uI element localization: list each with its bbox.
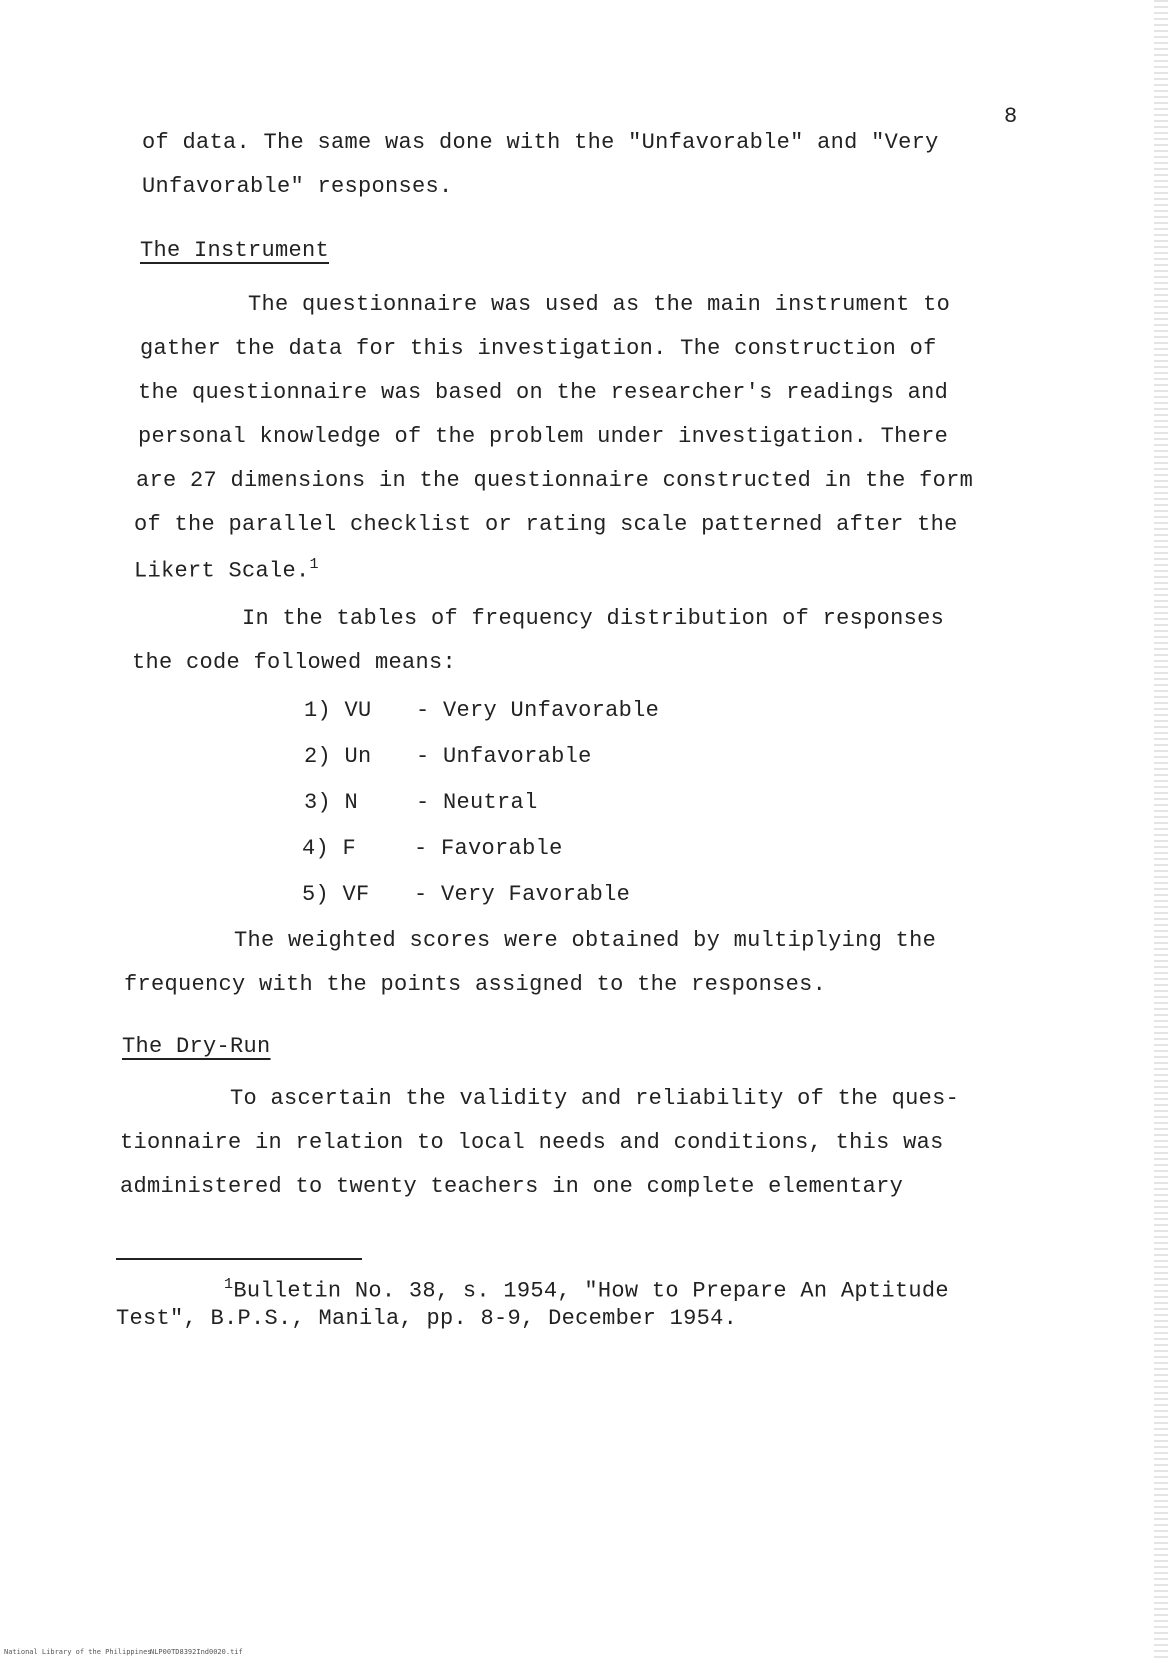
code-meaning: - Very Unfavorable <box>416 698 660 723</box>
section-heading-instrument: The Instrument <box>140 238 330 263</box>
code-abbrev: VU <box>344 698 372 723</box>
body-line: The weighted scores were obtained by multiplying the <box>234 928 937 953</box>
body-line: the code followed means: <box>132 650 457 675</box>
body-line <box>134 556 319 583</box>
body-line: To ascertain the validity and reliability of the ques- <box>230 1086 960 1111</box>
section-heading-dry-run: The Dry-Run <box>122 1034 271 1059</box>
code-list-item <box>304 744 592 769</box>
likert-scale-text: Likert Scale. <box>134 558 310 584</box>
body-line: the questionnaire was based on the researcher's readings and <box>138 380 949 405</box>
footnote-marker: 1 <box>309 556 319 573</box>
code-meaning: - Neutral <box>416 790 538 815</box>
footnote-line <box>224 1276 949 1303</box>
footnote-separator <box>116 1258 362 1260</box>
footnote-number: 1 <box>224 1276 234 1293</box>
body-line: of the parallel checklist or rating scale patterned after the <box>134 512 958 537</box>
code-meaning: - Very Favorable <box>414 882 631 907</box>
code-abbrev: Un <box>344 744 372 769</box>
body-line: personal knowledge of the problem under investigation. There <box>138 424 949 449</box>
scan-edge-texture <box>1154 0 1168 1658</box>
body-line: of data. The same was done with the "Unfavorable" and "Very <box>142 130 939 155</box>
code-number: 2) <box>304 744 332 769</box>
code-number: 4) <box>302 836 330 861</box>
code-abbrev: N <box>344 790 359 815</box>
scan-footer-left: National Library of the Philippines <box>4 1648 152 1656</box>
body-line: tionnaire in relation to local needs and conditions, this was <box>120 1130 944 1155</box>
code-number: 3) <box>304 790 332 815</box>
body-line: frequency with the points assigned to the responses. <box>124 972 827 997</box>
code-list-item <box>302 882 630 907</box>
body-line: are 27 dimensions in the questionnaire constructed in the form <box>136 468 974 493</box>
code-abbrev: VF <box>342 882 370 907</box>
footnote-text: Bulletin No. 38, s. 1954, "How to Prepare An Aptitude <box>233 1278 949 1304</box>
code-meaning: - Unfavorable <box>416 744 592 769</box>
body-line: In the tables of frequency distribution of responses <box>242 606 945 631</box>
code-number: 1) <box>304 698 332 723</box>
body-line: The questionnaire was used as the main instrument to <box>248 292 951 317</box>
code-meaning: - Favorable <box>414 836 563 861</box>
body-line: administered to twenty teachers in one complete elementary <box>120 1174 904 1199</box>
footnote-line: Test", B.P.S., Manila, pp. 8-9, December 1954. <box>116 1306 738 1331</box>
body-line: Unfavorable" responses. <box>142 174 453 199</box>
body-line: gather the data for this investigation. The construction of <box>140 336 937 361</box>
code-number: 5) <box>302 882 330 907</box>
code-abbrev: F <box>342 836 357 861</box>
scan-footer-right: NLP00TD8392Ind0020.tif <box>150 1648 243 1656</box>
code-list-item <box>302 836 563 861</box>
code-list-item <box>304 790 538 815</box>
code-list-item <box>304 698 659 723</box>
page-number: 8 <box>1004 104 1018 129</box>
